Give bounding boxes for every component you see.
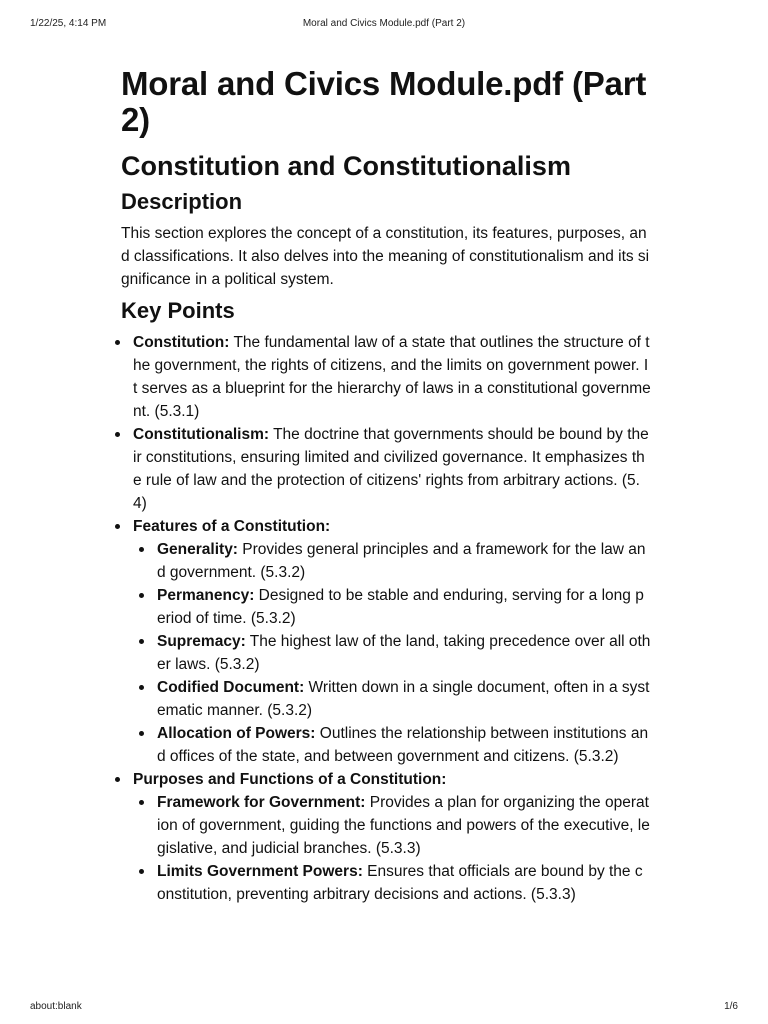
point-text: The doctrine that governments should be bound by their constitutions, ensuring limited and civilized governance. It emphasizes the rule of law and the protection of citizens' rights from arbitrary actions. (5.4)	[133, 426, 649, 512]
point-term: Purposes and Functions of a Constitution:	[133, 771, 447, 788]
point-term: Features of a Constitution:	[133, 518, 331, 535]
print-footer	[30, 1001, 738, 1012]
document-title: Moral and Civics Module.pdf (Part 2)	[121, 65, 647, 138]
sub-point-term: Permanency:	[157, 587, 255, 604]
key-points-heading: Key Points	[121, 298, 235, 323]
sub-point-term: Supremacy:	[157, 633, 246, 650]
sub-point-term: Framework for Government:	[157, 794, 366, 811]
sub-list-item	[133, 630, 651, 676]
page-number: 1/6	[724, 1001, 738, 1012]
print-header	[30, 18, 738, 29]
sub-list-item	[133, 791, 651, 860]
sub-point-term: Allocation of Powers:	[157, 725, 316, 742]
sub-point-text: Written down in a single document, often in a systematic manner. (5.3.2)	[157, 679, 650, 719]
list-item	[121, 423, 651, 515]
point-term: Constitutionalism:	[133, 426, 270, 443]
sub-point-text: Outlines the relationship between institutions and offices of the state, and between government and citizens. (5.3.2)	[157, 725, 649, 765]
sub-list-item	[133, 538, 651, 584]
sub-point-text: Ensures that officials are bound by the constitution, preventing arbitrary decisions and actions. (5.3.3)	[157, 863, 643, 903]
sub-list-item	[133, 722, 651, 768]
print-datetime: 1/22/25, 4:14 PM	[30, 18, 107, 29]
list-item	[121, 515, 651, 768]
sub-point-text: Provides general principles and a framework for the law and government. (5.3.2)	[157, 541, 646, 581]
description-heading: Description	[121, 189, 243, 214]
list-item	[121, 768, 651, 906]
description-text: This section explores the concept of a constitution, its features, purposes, and classifications. It also delves into the meaning of constitutionalism and its significance in a political system.	[121, 225, 650, 288]
sub-point-text: Designed to be stable and enduring, serving for a long period of time. (5.3.2)	[157, 587, 644, 627]
sub-list-item	[133, 584, 651, 630]
print-url: about:blank	[30, 1001, 82, 1012]
sub-list-item	[133, 676, 651, 722]
document-body	[121, 66, 651, 906]
sub-point-term: Codified Document:	[157, 679, 305, 696]
sub-point-term: Generality:	[157, 541, 238, 558]
section-heading: Constitution and Constitutionalism	[121, 151, 571, 181]
sub-point-text: The highest law of the land, taking precedence over all other laws. (5.3.2)	[157, 633, 651, 673]
point-term: Constitution:	[133, 334, 230, 351]
point-text: The fundamental law of a state that outlines the structure of the government, the rights of citizens, and the limits on government power. It serves as a blueprint for the hierarchy of laws in a constitutional government. (5.3.1)	[133, 334, 651, 420]
sub-list-item	[133, 860, 651, 906]
print-doc-title: Moral and Civics Module.pdf (Part 2)	[302, 18, 466, 29]
sub-list	[133, 538, 651, 768]
sub-point-term: Limits Government Powers:	[157, 863, 363, 880]
sub-point-text: Provides a plan for organizing the operation of government, guiding the functions and powers of the executive, legislative, and judicial branches. (5.3.3)	[157, 794, 650, 857]
list-item	[121, 331, 651, 423]
sub-list	[133, 791, 651, 906]
key-points-list	[121, 331, 651, 906]
